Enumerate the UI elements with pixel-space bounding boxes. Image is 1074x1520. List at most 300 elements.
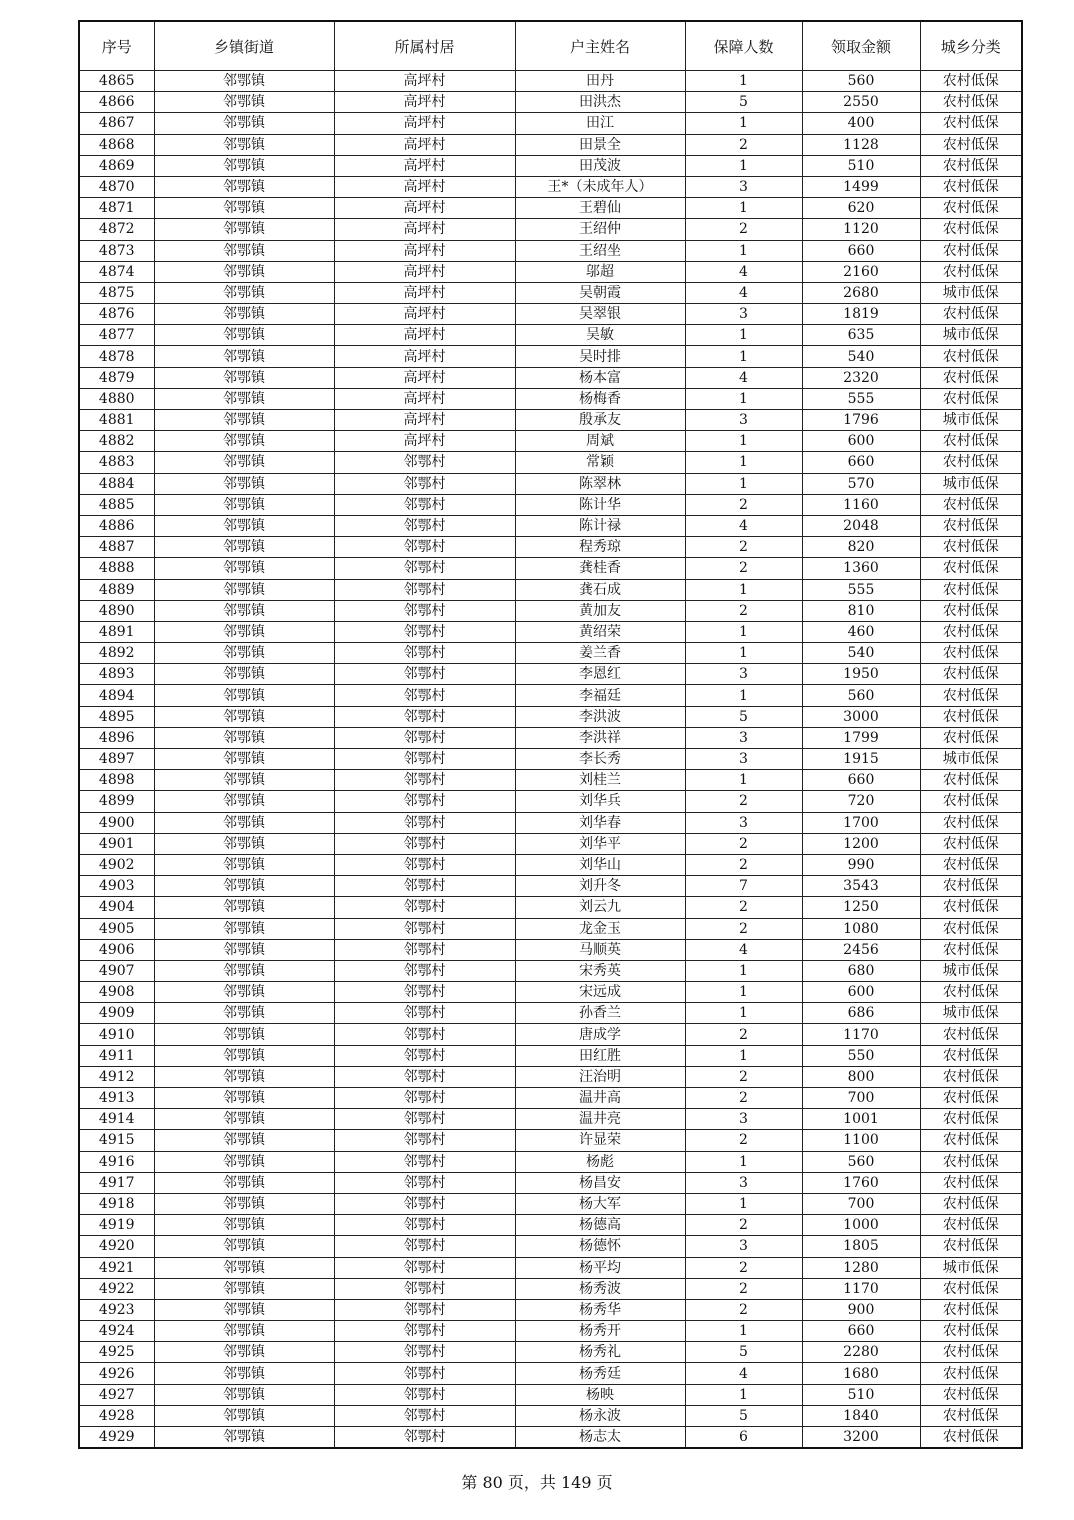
table-cell: 农村低保 — [920, 155, 1022, 176]
table-cell: 1 — [685, 1321, 802, 1342]
table-cell: 邻鄂村 — [334, 1384, 515, 1405]
table-cell: 邻鄂镇 — [154, 410, 334, 431]
table-cell: 城市低保 — [920, 960, 1022, 981]
table-cell: 邻鄂村 — [334, 494, 515, 515]
table-cell: 邻鄂村 — [334, 1236, 515, 1257]
table-cell: 农村低保 — [920, 92, 1022, 113]
table-cell: 陈计禄 — [515, 515, 685, 536]
table-cell: 城市低保 — [920, 325, 1022, 346]
table-cell: 邻鄂村 — [334, 960, 515, 981]
table-cell: 邻鄂镇 — [154, 1405, 334, 1426]
table-cell: 邻鄂村 — [334, 1088, 515, 1109]
page-footer: 第 80 页，共 149 页 — [461, 1473, 613, 1492]
table-cell: 4908 — [79, 982, 154, 1003]
table-cell: 邻鄂村 — [334, 537, 515, 558]
table-header-row — [79, 21, 1022, 71]
table-cell: 邻鄂镇 — [154, 600, 334, 621]
table-cell: 杨秀廷 — [515, 1363, 685, 1384]
table-cell: 高坪村 — [334, 71, 515, 92]
table-cell: 2280 — [802, 1342, 920, 1363]
table-cell: 刘华平 — [515, 833, 685, 854]
table-cell: 660 — [802, 1321, 920, 1342]
table-cell: 2 — [685, 1278, 802, 1299]
table-cell: 邻鄂镇 — [154, 176, 334, 197]
table-cell: 邻鄂镇 — [154, 727, 334, 748]
table-cell: 1080 — [802, 918, 920, 939]
table-row — [79, 1066, 1022, 1087]
column-header: 领取金额 — [802, 21, 920, 71]
table-cell: 邻鄂镇 — [154, 833, 334, 854]
table-cell: 邻鄂镇 — [154, 1130, 334, 1151]
table-cell: 邻鄂村 — [334, 791, 515, 812]
table-cell: 2 — [685, 134, 802, 155]
table-row — [79, 1003, 1022, 1024]
table-cell: 4926 — [79, 1363, 154, 1384]
table-cell: 邻鄂镇 — [154, 304, 334, 325]
table-cell: 邻鄂村 — [334, 621, 515, 642]
table-row — [79, 452, 1022, 473]
table-row — [79, 176, 1022, 197]
table-cell: 农村低保 — [920, 939, 1022, 960]
table-cell: 杨德怀 — [515, 1236, 685, 1257]
table-row — [79, 833, 1022, 854]
table-cell: 农村低保 — [920, 812, 1022, 833]
table-cell: 4876 — [79, 304, 154, 325]
table-row — [79, 1130, 1022, 1151]
table-cell: 4868 — [79, 134, 154, 155]
table-cell: 2 — [685, 1257, 802, 1278]
table-cell: 1280 — [802, 1257, 920, 1278]
table-cell: 高坪村 — [334, 304, 515, 325]
table-cell: 4929 — [79, 1427, 154, 1449]
table-cell: 邻鄂村 — [334, 1045, 515, 1066]
table-cell: 680 — [802, 960, 920, 981]
table-row — [79, 727, 1022, 748]
table-cell: 4887 — [79, 537, 154, 558]
table-cell: 农村低保 — [920, 71, 1022, 92]
table-cell: 农村低保 — [920, 1321, 1022, 1342]
table-row — [79, 1363, 1022, 1384]
table-cell: 1 — [685, 388, 802, 409]
table-cell: 1 — [685, 346, 802, 367]
table-cell: 4880 — [79, 388, 154, 409]
table-cell: 陈计华 — [515, 494, 685, 515]
table-cell: 农村低保 — [920, 876, 1022, 897]
table-cell: 李福廷 — [515, 685, 685, 706]
table-row — [79, 134, 1022, 155]
table-cell: 农村低保 — [920, 240, 1022, 261]
table-row — [79, 325, 1022, 346]
table-cell: 邻鄂村 — [334, 1278, 515, 1299]
table-row — [79, 579, 1022, 600]
table-cell: 邻鄂镇 — [154, 854, 334, 875]
table-cell: 4866 — [79, 92, 154, 113]
table-cell: 560 — [802, 1151, 920, 1172]
allowance-table — [78, 20, 1023, 1449]
table-cell: 邬超 — [515, 261, 685, 282]
table-cell: 600 — [802, 982, 920, 1003]
table-cell: 田丹 — [515, 71, 685, 92]
table-cell: 4 — [685, 282, 802, 303]
table-row — [79, 876, 1022, 897]
table-cell: 常颖 — [515, 452, 685, 473]
table-cell: 550 — [802, 1045, 920, 1066]
table-cell: 邻鄂镇 — [154, 1236, 334, 1257]
table-cell: 王绍坐 — [515, 240, 685, 261]
table-cell: 邻鄂镇 — [154, 791, 334, 812]
table-cell: 4884 — [79, 473, 154, 494]
table-cell: 5 — [685, 706, 802, 727]
table-cell: 4906 — [79, 939, 154, 960]
table-row — [79, 494, 1022, 515]
table-cell: 邻鄂镇 — [154, 749, 334, 770]
table-cell: 杨秀华 — [515, 1299, 685, 1320]
table-cell: 刘华春 — [515, 812, 685, 833]
table-cell: 田景全 — [515, 134, 685, 155]
table-cell: 810 — [802, 600, 920, 621]
table-cell: 邻鄂村 — [334, 833, 515, 854]
table-cell: 孙香兰 — [515, 1003, 685, 1024]
table-cell: 邻鄂村 — [334, 1066, 515, 1087]
table-cell: 农村低保 — [920, 621, 1022, 642]
table-cell: 4890 — [79, 600, 154, 621]
table-cell: 6 — [685, 1427, 802, 1449]
table-cell: 4879 — [79, 367, 154, 388]
table-cell: 高坪村 — [334, 410, 515, 431]
table-cell: 4883 — [79, 452, 154, 473]
table-cell: 1120 — [802, 219, 920, 240]
table-cell: 4927 — [79, 1384, 154, 1405]
table-cell: 农村低保 — [920, 1405, 1022, 1426]
table-cell: 李洪祥 — [515, 727, 685, 748]
table-cell: 农村低保 — [920, 791, 1022, 812]
table-cell: 3 — [685, 176, 802, 197]
table-cell: 800 — [802, 1066, 920, 1087]
table-cell: 温井亮 — [515, 1109, 685, 1130]
table-cell: 555 — [802, 579, 920, 600]
table-cell: 邻鄂村 — [334, 515, 515, 536]
table-cell: 邻鄂村 — [334, 1193, 515, 1214]
table-cell: 2 — [685, 1215, 802, 1236]
table-cell: 660 — [802, 770, 920, 791]
table-cell: 刘升冬 — [515, 876, 685, 897]
table-cell: 程秀琼 — [515, 537, 685, 558]
table-cell: 邻鄂镇 — [154, 431, 334, 452]
table-cell: 560 — [802, 685, 920, 706]
table-cell: 农村低保 — [920, 1299, 1022, 1320]
table-cell: 杨彪 — [515, 1151, 685, 1172]
table-cell: 3000 — [802, 706, 920, 727]
table-cell: 龚桂香 — [515, 558, 685, 579]
table-cell: 邻鄂村 — [334, 1172, 515, 1193]
table-cell: 邻鄂镇 — [154, 134, 334, 155]
table-cell: 高坪村 — [334, 176, 515, 197]
table-cell: 3 — [685, 1109, 802, 1130]
table-row — [79, 749, 1022, 770]
table-cell: 4886 — [79, 515, 154, 536]
table-cell: 龙金玉 — [515, 918, 685, 939]
table-cell: 农村低保 — [920, 1278, 1022, 1299]
table-cell: 汪治明 — [515, 1066, 685, 1087]
table-cell: 农村低保 — [920, 452, 1022, 473]
table-cell: 高坪村 — [334, 92, 515, 113]
table-cell: 高坪村 — [334, 325, 515, 346]
table-cell: 2 — [685, 1088, 802, 1109]
table-cell: 4910 — [79, 1024, 154, 1045]
table-cell: 邻鄂镇 — [154, 897, 334, 918]
table-cell: 4905 — [79, 918, 154, 939]
table-cell: 1 — [685, 960, 802, 981]
table-cell: 农村低保 — [920, 1045, 1022, 1066]
table-cell: 农村低保 — [920, 1342, 1022, 1363]
table-cell: 农村低保 — [920, 558, 1022, 579]
table-row — [79, 537, 1022, 558]
table-cell: 4916 — [79, 1151, 154, 1172]
table-cell: 邻鄂镇 — [154, 770, 334, 791]
table-cell: 1819 — [802, 304, 920, 325]
table-cell: 姜兰香 — [515, 643, 685, 664]
table-cell: 1001 — [802, 1109, 920, 1130]
table-row — [79, 897, 1022, 918]
table-cell: 邻鄂镇 — [154, 706, 334, 727]
table-cell: 5 — [685, 1405, 802, 1426]
table-cell: 农村低保 — [920, 897, 1022, 918]
table-cell: 高坪村 — [334, 113, 515, 134]
table-cell: 3 — [685, 812, 802, 833]
table-cell: 城市低保 — [920, 749, 1022, 770]
table-cell: 邻鄂镇 — [154, 1003, 334, 1024]
table-cell: 邻鄂镇 — [154, 537, 334, 558]
table-cell: 4893 — [79, 664, 154, 685]
table-cell: 邻鄂镇 — [154, 1363, 334, 1384]
table-cell: 城市低保 — [920, 1003, 1022, 1024]
table-cell: 邻鄂镇 — [154, 1215, 334, 1236]
table-cell: 990 — [802, 854, 920, 875]
table-cell: 555 — [802, 388, 920, 409]
table-cell: 4913 — [79, 1088, 154, 1109]
table-cell: 农村低保 — [920, 1236, 1022, 1257]
table-cell: 殷承友 — [515, 410, 685, 431]
table-cell: 杨大军 — [515, 1193, 685, 1214]
table-cell: 农村低保 — [920, 1109, 1022, 1130]
table-cell: 邻鄂村 — [334, 1427, 515, 1449]
table-cell: 4923 — [79, 1299, 154, 1320]
table-cell: 4920 — [79, 1236, 154, 1257]
table-cell: 吴翠银 — [515, 304, 685, 325]
table-cell: 邻鄂镇 — [154, 367, 334, 388]
table-cell: 1 — [685, 113, 802, 134]
table-cell: 1160 — [802, 494, 920, 515]
table-cell: 王*（未成年人） — [515, 176, 685, 197]
table-cell: 2 — [685, 791, 802, 812]
table-cell: 邻鄂镇 — [154, 71, 334, 92]
table-cell: 田江 — [515, 113, 685, 134]
table-cell: 1796 — [802, 410, 920, 431]
table-cell: 邻鄂镇 — [154, 876, 334, 897]
table-row — [79, 261, 1022, 282]
table-cell: 2 — [685, 897, 802, 918]
table-cell: 4888 — [79, 558, 154, 579]
table-cell: 龚石成 — [515, 579, 685, 600]
table-cell: 邻鄂镇 — [154, 812, 334, 833]
table-cell: 3 — [685, 304, 802, 325]
table-cell: 2 — [685, 1130, 802, 1151]
table-cell: 660 — [802, 452, 920, 473]
table-cell: 1 — [685, 1151, 802, 1172]
table-cell: 邻鄂村 — [334, 939, 515, 960]
table-row — [79, 1151, 1022, 1172]
table-cell: 邻鄂村 — [334, 473, 515, 494]
table-cell: 田洪杰 — [515, 92, 685, 113]
table-cell: 邻鄂村 — [334, 1215, 515, 1236]
table-cell: 杨平均 — [515, 1257, 685, 1278]
table-cell: 4902 — [79, 854, 154, 875]
table-cell: 2160 — [802, 261, 920, 282]
table-cell: 高坪村 — [334, 346, 515, 367]
table-cell: 城市低保 — [920, 282, 1022, 303]
table-cell: 农村低保 — [920, 706, 1022, 727]
table-row — [79, 621, 1022, 642]
table-cell: 1360 — [802, 558, 920, 579]
table-cell: 邻鄂村 — [334, 1299, 515, 1320]
table-cell: 900 — [802, 1299, 920, 1320]
table-cell: 510 — [802, 155, 920, 176]
table-cell: 高坪村 — [334, 388, 515, 409]
table-cell: 农村低保 — [920, 1024, 1022, 1045]
table-cell: 邻鄂镇 — [154, 664, 334, 685]
table-row — [79, 1215, 1022, 1236]
table-cell: 4892 — [79, 643, 154, 664]
table-cell: 4872 — [79, 219, 154, 240]
table-cell: 邻鄂镇 — [154, 1045, 334, 1066]
table-cell: 1 — [685, 579, 802, 600]
table-row — [79, 1172, 1022, 1193]
table-cell: 4870 — [79, 176, 154, 197]
table-row — [79, 558, 1022, 579]
table-cell: 4907 — [79, 960, 154, 981]
table-cell: 杨梅香 — [515, 388, 685, 409]
table-cell: 3 — [685, 410, 802, 431]
table-cell: 邻鄂镇 — [154, 452, 334, 473]
table-cell: 2 — [685, 537, 802, 558]
table-cell: 5 — [685, 1342, 802, 1363]
column-header: 城乡分类 — [920, 21, 1022, 71]
table-cell: 4901 — [79, 833, 154, 854]
table-cell: 4874 — [79, 261, 154, 282]
table-cell: 540 — [802, 346, 920, 367]
table-row — [79, 92, 1022, 113]
table-cell: 农村低保 — [920, 494, 1022, 515]
table-cell: 杨志太 — [515, 1427, 685, 1449]
table-cell: 邻鄂镇 — [154, 643, 334, 664]
table-row — [79, 854, 1022, 875]
table-cell: 1760 — [802, 1172, 920, 1193]
table-cell: 高坪村 — [334, 367, 515, 388]
table-row — [79, 918, 1022, 939]
table-cell: 邻鄂镇 — [154, 558, 334, 579]
table-cell: 1 — [685, 621, 802, 642]
table-cell: 686 — [802, 1003, 920, 1024]
table-row — [79, 1257, 1022, 1278]
table-cell: 邻鄂村 — [334, 1405, 515, 1426]
table-cell: 邻鄂镇 — [154, 1321, 334, 1342]
table-row — [79, 219, 1022, 240]
table-cell: 1170 — [802, 1024, 920, 1045]
table-cell: 5 — [685, 92, 802, 113]
table-cell: 农村低保 — [920, 579, 1022, 600]
table-cell: 城市低保 — [920, 473, 1022, 494]
table-row — [79, 346, 1022, 367]
table-cell: 邻鄂村 — [334, 1109, 515, 1130]
table-cell: 4894 — [79, 685, 154, 706]
table-row — [79, 1321, 1022, 1342]
table-row — [79, 939, 1022, 960]
table-cell: 农村低保 — [920, 304, 1022, 325]
table-cell: 田红胜 — [515, 1045, 685, 1066]
table-cell: 460 — [802, 621, 920, 642]
table-row — [79, 473, 1022, 494]
table-cell: 李恩红 — [515, 664, 685, 685]
table-row — [79, 685, 1022, 706]
table-cell: 邻鄂镇 — [154, 1384, 334, 1405]
table-cell: 农村低保 — [920, 1151, 1022, 1172]
table-cell: 2680 — [802, 282, 920, 303]
table-cell: 4 — [685, 1363, 802, 1384]
table-cell: 邻鄂镇 — [154, 621, 334, 642]
table-cell: 农村低保 — [920, 388, 1022, 409]
table-cell: 农村低保 — [920, 113, 1022, 134]
table-cell: 1799 — [802, 727, 920, 748]
table-row — [79, 71, 1022, 92]
table-cell: 农村低保 — [920, 219, 1022, 240]
table-cell: 3200 — [802, 1427, 920, 1449]
table-row — [79, 600, 1022, 621]
table-cell: 邻鄂村 — [334, 685, 515, 706]
column-header: 保障人数 — [685, 21, 802, 71]
table-cell: 3543 — [802, 876, 920, 897]
table-cell: 农村低保 — [920, 431, 1022, 452]
table-cell: 邻鄂村 — [334, 1321, 515, 1342]
table-cell: 李洪波 — [515, 706, 685, 727]
table-cell: 2 — [685, 1024, 802, 1045]
table-row — [79, 515, 1022, 536]
table-cell: 杨昌安 — [515, 1172, 685, 1193]
table-cell: 3 — [685, 727, 802, 748]
table-cell: 刘华山 — [515, 854, 685, 875]
table-cell: 农村低保 — [920, 346, 1022, 367]
table-cell: 4914 — [79, 1109, 154, 1130]
table-cell: 邻鄂村 — [334, 706, 515, 727]
table-cell: 高坪村 — [334, 261, 515, 282]
table-cell: 635 — [802, 325, 920, 346]
table-row — [79, 1405, 1022, 1426]
table-cell: 4924 — [79, 1321, 154, 1342]
table-cell: 4875 — [79, 282, 154, 303]
table-cell: 4915 — [79, 1130, 154, 1151]
table-cell: 邻鄂镇 — [154, 939, 334, 960]
table-cell: 1 — [685, 198, 802, 219]
table-cell: 农村低保 — [920, 770, 1022, 791]
table-row — [79, 240, 1022, 261]
table-cell: 400 — [802, 113, 920, 134]
table-cell: 邻鄂镇 — [154, 1257, 334, 1278]
table-cell: 邻鄂村 — [334, 558, 515, 579]
table-cell: 820 — [802, 537, 920, 558]
table-cell: 邻鄂镇 — [154, 982, 334, 1003]
table-cell: 邻鄂村 — [334, 600, 515, 621]
table-cell: 4 — [685, 367, 802, 388]
table-cell: 4896 — [79, 727, 154, 748]
